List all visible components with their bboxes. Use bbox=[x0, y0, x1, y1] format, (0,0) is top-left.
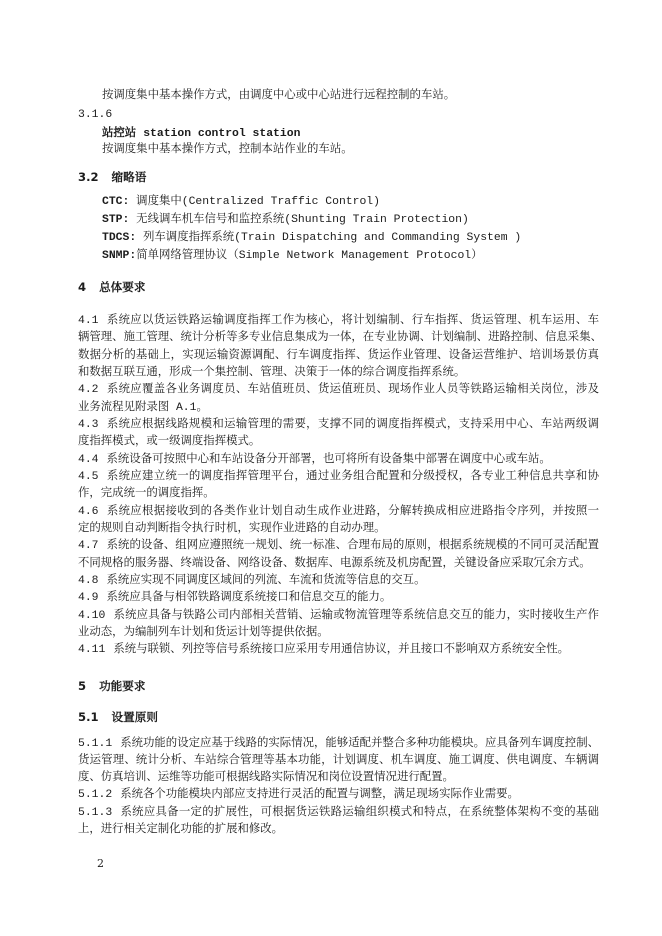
clause-line: 作，完成统一的调度指挥。 bbox=[78, 488, 215, 501]
abbreviation-text: 简单网络管理协议（Simple Network Management Protocol） bbox=[136, 249, 483, 262]
clause-line: 业务流程见附录图 A.1。 bbox=[78, 401, 208, 414]
section-heading-5-1 bbox=[78, 709, 599, 726]
abbreviation-code: STP: bbox=[102, 213, 130, 226]
clause-4-1 bbox=[78, 313, 602, 382]
section-title: 功能要求 bbox=[99, 678, 146, 693]
page-body bbox=[78, 88, 602, 839]
abbreviation-item bbox=[78, 193, 599, 211]
section-number: 3.2 bbox=[78, 169, 99, 184]
term-number: 3.1.6 bbox=[78, 108, 113, 121]
term-english: station control station bbox=[143, 128, 301, 141]
abbreviation-code: CTC: bbox=[102, 195, 130, 208]
section-4-clauses bbox=[78, 313, 602, 660]
clause-text: 系统应覆盖各业务调度员、车站值班员、货运值班员、现场作业人员等铁路运输相关岗位，涉及 bbox=[106, 384, 599, 397]
clause-5-1-1 bbox=[78, 736, 599, 788]
clause-number: 5.1.2 bbox=[78, 789, 113, 802]
clause-4-10 bbox=[78, 608, 599, 643]
clause-line bbox=[78, 382, 599, 399]
clause-line: 定的规则自动判断指令执行时机，实现作业进路的自动办理。 bbox=[78, 522, 386, 535]
clause-line: 和数据互联互通，形成一个集控制、管理、决策于一体的综合调度指挥系统。 bbox=[78, 367, 466, 379]
continued-definition: 按调度集中基本操作方式，由调度中心或中心站进行远程控制的车站。 bbox=[102, 90, 456, 102]
clause-4-3 bbox=[78, 417, 599, 452]
clause-line bbox=[78, 608, 599, 625]
abbreviation-code: SNMP: bbox=[102, 249, 137, 262]
clause-number: 5.1.3 bbox=[78, 806, 113, 819]
abbreviation-text: 无线调车机车信号和监控系统(Shunting Train Protection) bbox=[129, 213, 469, 226]
clause-text: 系统应根据接收到的各类作业计划自动生成作业进路，分解转换成相应进路指令序列，并按照一 bbox=[106, 505, 599, 518]
clause-text: 系统各个功能模块内部应支持进行灵活的配置与调整，满足现场实际作业需要。 bbox=[120, 789, 519, 802]
clause-line bbox=[78, 313, 599, 330]
clause-4-5 bbox=[78, 469, 599, 504]
section-number: 5.1 bbox=[78, 709, 99, 724]
page-number: 2 bbox=[97, 857, 104, 870]
abbreviation-text: 调度集中(Centralized Traffic Control) bbox=[129, 195, 380, 208]
clause-text: 系统应实现不同调度区域间的列流、车流和货流等信息的交互。 bbox=[106, 574, 426, 587]
section-heading-5 bbox=[78, 678, 599, 695]
clause-line bbox=[78, 469, 599, 486]
clause-number: 4.3 bbox=[78, 418, 99, 431]
clause-text: 系统设备可按照中心和车站设备分开部署，也可将所有设备集中部署在调度中心或车站。 bbox=[106, 453, 551, 466]
term-definition: 按调度集中基本操作方式，控制本站作业的车站。 bbox=[102, 143, 353, 156]
clause-number: 4.4 bbox=[78, 453, 99, 466]
clause-line bbox=[78, 538, 599, 555]
clause-5-1-2 bbox=[78, 787, 599, 804]
clause-number: 4.9 bbox=[78, 592, 99, 605]
abbreviation-item bbox=[78, 229, 599, 247]
abbreviation-list bbox=[78, 193, 599, 265]
clause-line: 业动态，为编制列车计划和货运计划等提供依据。 bbox=[78, 626, 329, 639]
section-number: 5 bbox=[78, 678, 87, 693]
clause-line: 度指挥模式，或一级调度指挥模式。 bbox=[78, 436, 261, 449]
term-entry bbox=[78, 124, 599, 141]
clause-number: 4.10 bbox=[78, 609, 106, 622]
clause-number: 4.11 bbox=[78, 644, 106, 657]
clause-number: 4.7 bbox=[78, 540, 99, 553]
clause-5-1-3 bbox=[78, 805, 599, 839]
clause-number: 4.5 bbox=[78, 470, 99, 483]
clause-text: 系统应具备与相邻铁路调度系统接口和信息交互的能力。 bbox=[106, 592, 392, 605]
clause-4-4 bbox=[78, 452, 599, 469]
abbreviation-item bbox=[78, 247, 599, 265]
clause-text: 系统功能的设定应基于线路的实际情况，能够适配并整合多种功能模块。应具备列车调度控制、 bbox=[120, 737, 599, 750]
clause-text: 系统与联锁、列控等信号系统接口应采用专用通信协议，并且接口不影响双方系统安全性。 bbox=[113, 644, 569, 657]
clause-line: 数据分析的基础上，实现运输资源调配、行车调度指挥、货运作业管理、设备运营维护、培训场景仿真 bbox=[78, 349, 599, 362]
clause-number: 4.6 bbox=[78, 505, 99, 518]
clause-line: 上，进行相关定制化功能的扩展和修改。 bbox=[78, 823, 284, 836]
section-heading-3-2 bbox=[78, 169, 599, 186]
section-title: 总体要求 bbox=[99, 280, 146, 295]
section-title: 设置原则 bbox=[111, 709, 158, 724]
clause-text: 系统应具备一定的扩展性，可根据货运铁路运输组织模式和特点，在系统整体架构不变的基础 bbox=[120, 806, 599, 819]
clause-line: 辆管理、施工管理、统计分析等多专业信息集成为一体，在专业协调、计划编制、进路控制、信息采集、 bbox=[78, 332, 602, 345]
section-number: 4 bbox=[78, 280, 87, 295]
clause-4-8 bbox=[78, 573, 599, 590]
section-title: 缩略语 bbox=[111, 169, 147, 184]
abbreviation-code: TDCS: bbox=[102, 231, 137, 244]
clause-text: 系统应根据线路规模和运输管理的需要，支撑不同的调度指挥模式，支持采用中心、车站两级调 bbox=[106, 418, 599, 431]
clause-line bbox=[78, 805, 599, 822]
clause-line bbox=[78, 736, 599, 753]
clause-text: 系统应具备与铁路公司内部相关营销、运输或物流管理等系统信息交互的能力，实时接收生产作 bbox=[113, 609, 599, 622]
clause-text: 系统应以货运铁路运输调度指挥工作为核心，将计划编制、行车指挥、货运管理、机车运用、车 bbox=[106, 315, 599, 328]
clause-number: 4.8 bbox=[78, 574, 99, 587]
clause-line bbox=[78, 590, 599, 607]
clause-text: 系统的设备、组网应遵照统一规划、统一标准、合理布局的原则，根据系统规模的不同可灵活配置 bbox=[106, 540, 599, 553]
clause-line bbox=[78, 787, 599, 804]
section-heading-4 bbox=[78, 279, 599, 296]
clause-number: 5.1.1 bbox=[78, 737, 113, 750]
clause-line bbox=[78, 417, 599, 434]
clause-line bbox=[78, 452, 599, 469]
clause-number: 4.1 bbox=[78, 315, 99, 328]
term-chinese: 站控站 bbox=[102, 125, 137, 140]
abbreviation-item bbox=[78, 211, 599, 229]
clause-text: 系统应建立统一的调度指挥管理平台，通过业务组合配置和分级授权，各专业工种信息共享和协 bbox=[106, 470, 599, 483]
clause-4-9 bbox=[78, 590, 599, 607]
clause-line: 不同规格的服务器、终端设备、网络设备、数据库、电源系统及机房配置，关键设备应采取冗余方式。 bbox=[78, 557, 591, 570]
clause-line: 货运管理、统计分析、车站综合管理等基本功能，计划调度、机车调度、施工调度、供电调度、车辆调 bbox=[78, 755, 599, 768]
clause-line bbox=[78, 504, 599, 521]
clause-number: 4.2 bbox=[78, 384, 99, 397]
clause-4-2 bbox=[78, 382, 599, 417]
section-5-1-clauses bbox=[78, 736, 599, 839]
clause-4-11 bbox=[78, 642, 599, 659]
clause-line bbox=[78, 573, 599, 590]
clause-line bbox=[78, 642, 599, 659]
abbreviation-text: 列车调度指挥系统(Train Dispatching and Commanding System ) bbox=[136, 231, 522, 244]
clause-4-6 bbox=[78, 504, 599, 539]
clause-line: 度、仿真培训、运维等功能可根据线路实际情况和岗位设置情况进行配置。 bbox=[78, 772, 454, 785]
clause-4-7 bbox=[78, 538, 599, 573]
